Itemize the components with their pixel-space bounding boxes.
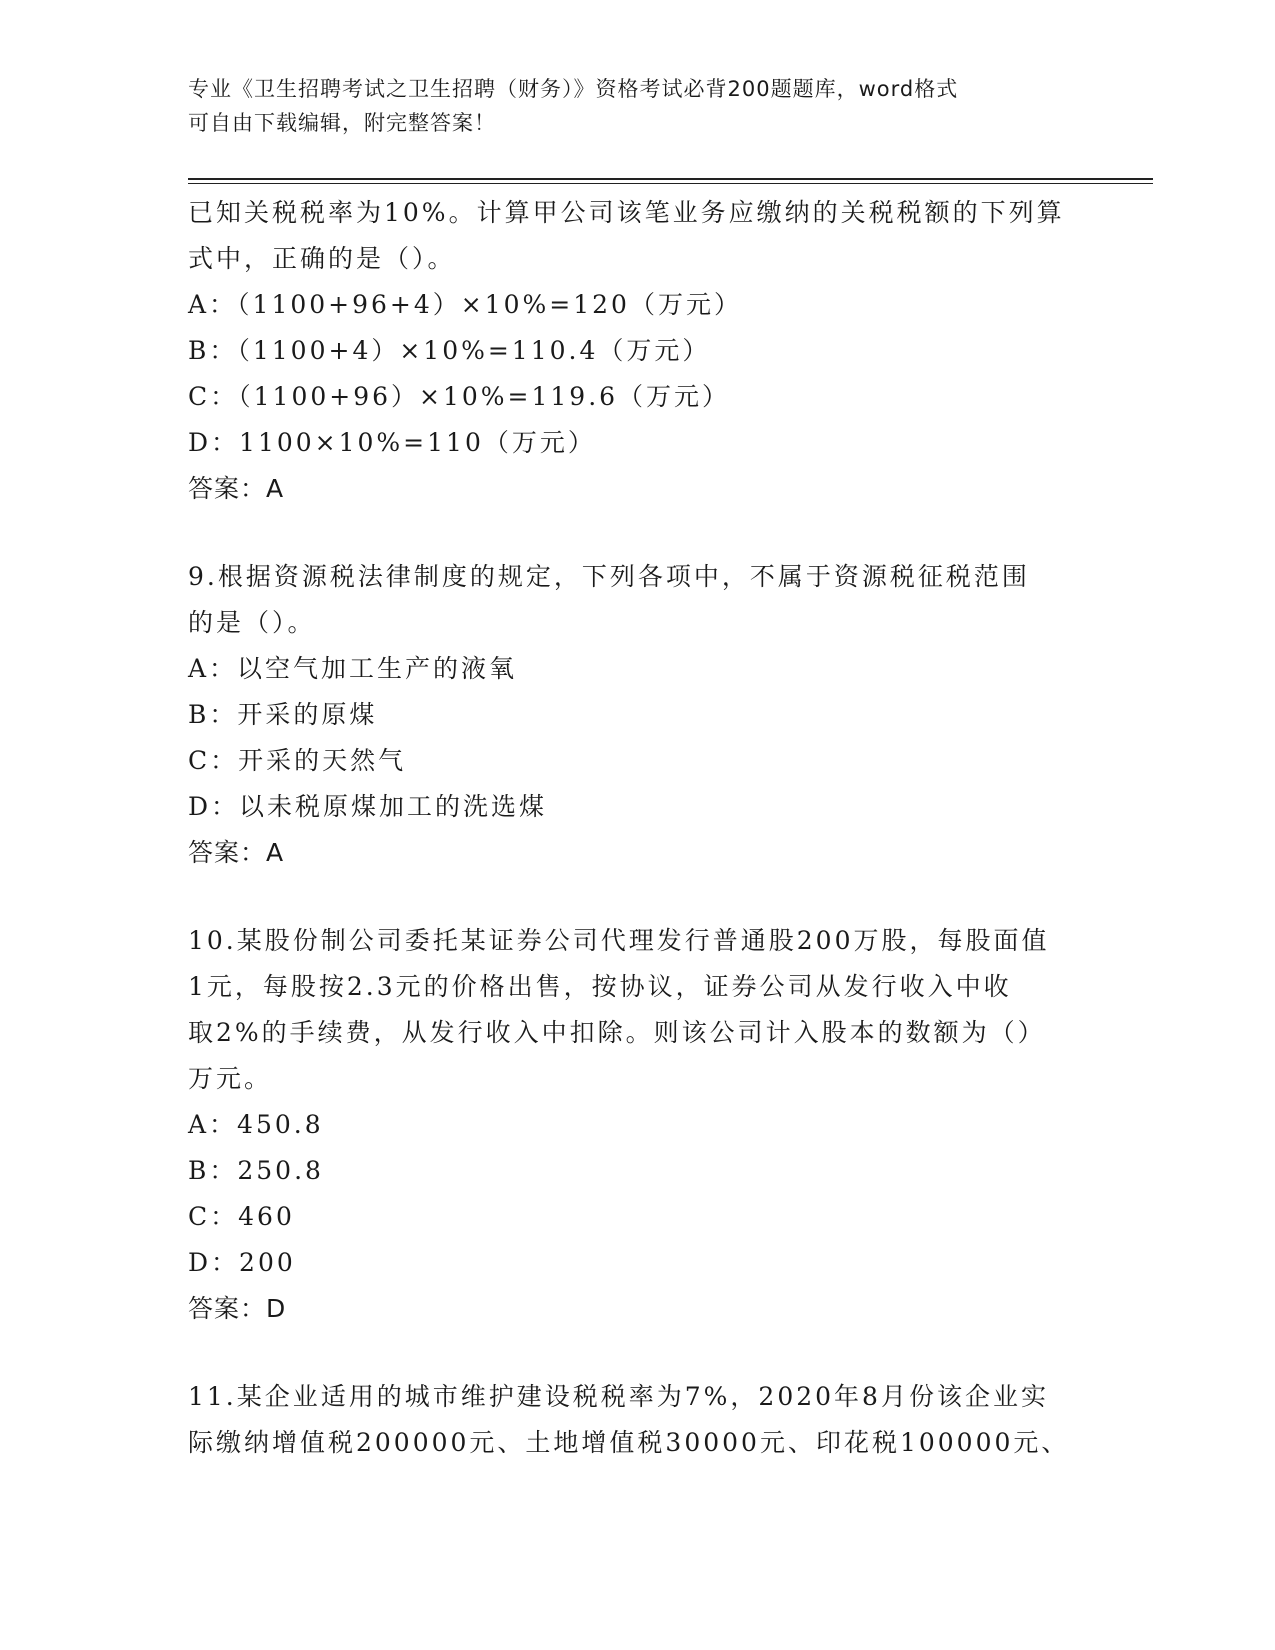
question-8	[188, 190, 1088, 512]
option-a: A：450.8	[188, 1110, 324, 1139]
option-b: B：（1100+4）×10%=110.4（万元）	[188, 336, 711, 365]
option-b: B：250.8	[188, 1156, 324, 1185]
question-10	[188, 918, 1088, 1332]
question-spacer	[188, 1332, 1088, 1374]
option-c: C：（1100+96）×10%=119.6（万元）	[188, 382, 731, 411]
question-9	[188, 554, 1088, 876]
question-stem-line: 的是（）。	[188, 608, 316, 637]
option-a: A：（1100+96+4）×10%=120（万元）	[188, 290, 742, 319]
answer-label: 答案：A	[188, 474, 285, 503]
header-divider-thin	[188, 183, 1153, 184]
question-11	[188, 1374, 1088, 1466]
option-a: A：以空气加工生产的液氧	[188, 654, 518, 683]
question-stem-line: 9.根据资源税法律制度的规定，下列各项中，不属于资源税征税范围	[188, 562, 1030, 591]
option-c: C：开采的天然气	[188, 746, 407, 775]
answer-label: 答案：D	[188, 1294, 287, 1323]
option-d: D：以未税原煤加工的洗选煤	[188, 792, 548, 821]
header-title-line-2: 可自由下载编辑，附完整答案！	[188, 111, 496, 135]
option-c: C：460	[188, 1202, 295, 1231]
option-d: D：200	[188, 1248, 296, 1277]
header-divider-thick	[188, 178, 1153, 180]
question-stem-line: 10.某股份制公司委托某证券公司代理发行普通股200万股，每股面值	[188, 926, 1050, 955]
document-header	[188, 72, 1068, 140]
option-d: D：1100×10%=110（万元）	[188, 428, 596, 457]
question-spacer	[188, 876, 1088, 918]
question-stem-line: 式中，正确的是（）。	[188, 244, 456, 273]
answer-label: 答案：A	[188, 838, 285, 867]
question-stem-line: 取2%的手续费，从发行收入中扣除。则该公司计入股本的数额为（）	[188, 1018, 1046, 1047]
header-title-line-1: 专业《卫生招聘考试之卫生招聘（财务）》资格考试必背200题题库，word格式	[188, 77, 959, 101]
question-stem-line: 已知关税税率为10%。计算甲公司该笔业务应缴纳的关税税额的下列算	[188, 198, 1065, 227]
question-spacer	[188, 512, 1088, 554]
option-b: B：开采的原煤	[188, 700, 378, 729]
question-stem-line: 1元，每股按2.3元的价格出售，按协议，证券公司从发行收入中收	[188, 972, 1012, 1001]
question-stem-line: 际缴纳增值税200000元、土地增值税30000元、印花税100000元、	[188, 1428, 1070, 1457]
question-stem-line: 11.某企业适用的城市维护建设税税率为7%，2020年8月份该企业实	[188, 1382, 1049, 1411]
question-list	[188, 190, 1088, 1466]
question-stem-line: 万元。	[188, 1064, 273, 1093]
